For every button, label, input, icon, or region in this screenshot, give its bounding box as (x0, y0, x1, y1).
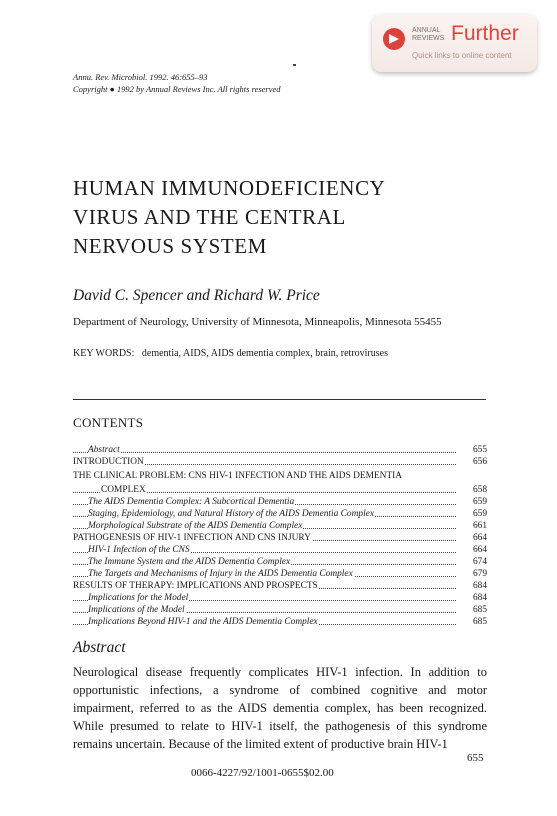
toc-leader (73, 452, 456, 453)
page-number: 655 (467, 752, 484, 764)
abstract-heading: Abstract (73, 639, 126, 656)
badge-publisher (412, 27, 444, 43)
toc-page: 659 (472, 497, 487, 507)
toc-label: The AIDS Dementia Complex: A Subcortical Dementia (88, 497, 295, 507)
toc-label: Implications Beyond HIV-1 and the AIDS Dementia Complex (88, 617, 318, 627)
toc-entry[interactable] (73, 604, 487, 616)
toc-label: Implications for the Model (88, 593, 189, 603)
citation-line: Annu. Rev. Microbiol. 1992. 46:655–93 (73, 72, 208, 82)
toc-page: 664 (472, 545, 487, 555)
toc-label: INTRODUCTION (73, 457, 144, 467)
toc-label: HIV-1 Infection of the CNS (88, 545, 190, 555)
badge-subtitle: Quick links to online content (412, 51, 512, 60)
title-line: VIRUS AND THE CENTRAL (73, 205, 346, 229)
toc-entry[interactable] (73, 484, 487, 496)
toc-page: 685 (472, 605, 487, 615)
affiliation: Department of Neurology, University of Minnesota, Minneapolis, Minnesota 55455 (73, 316, 442, 328)
contents-heading: CONTENTS (73, 415, 144, 430)
toc-entry[interactable] (73, 616, 487, 628)
further-badge[interactable] (372, 14, 537, 72)
toc-entry[interactable] (73, 592, 487, 604)
toc-page: 659 (472, 509, 487, 519)
toc-entry[interactable] (73, 470, 487, 482)
journal-citation (73, 71, 281, 95)
article-code: 0066-4227/92/1001-0655$02.00 (191, 767, 334, 779)
toc-page: 674 (472, 557, 487, 567)
toc-label: Staging, Epidemiology, and Natural History of the AIDS Dementia Complex (88, 509, 374, 519)
annual-reviews-logo-icon (383, 28, 405, 50)
toc-entry[interactable] (73, 544, 487, 556)
toc-entry[interactable] (73, 532, 487, 544)
badge-further-label: Further (451, 22, 519, 45)
toc-entry[interactable] (73, 508, 487, 520)
toc-page: 656 (472, 457, 487, 467)
toc-page: 684 (472, 581, 487, 591)
toc-entry[interactable] (73, 580, 487, 592)
keywords-terms: dementia, AIDS, AIDS dementia complex, brain, retroviruses (141, 348, 388, 359)
toc-label: Morphological Substrate of the AIDS Dementia Complex (88, 521, 303, 531)
toc-label: THE CLINICAL PROBLEM: CNS HIV-1 INFECTION AND THE AIDS DEMENTIA (73, 471, 403, 481)
toc-label: Abstract (88, 445, 120, 455)
keywords-label: KEY WORDS: (73, 348, 135, 359)
toc-label: COMPLEX (101, 485, 146, 495)
toc-label: Implications of the Model (88, 605, 185, 615)
authors: David C. Spencer and Richard W. Price (73, 287, 320, 304)
toc-page: 664 (472, 533, 487, 543)
toc-entry[interactable] (73, 444, 487, 456)
article-title (73, 174, 385, 261)
title-line: HUMAN IMMUNODEFICIENCY (73, 176, 386, 200)
badge-annual: ANNUAL (412, 27, 441, 34)
section-divider (73, 399, 486, 400)
badge-reviews: REVIEWS (412, 35, 445, 42)
toc-page: 661 (472, 521, 487, 531)
title-line: NERVOUS SYSTEM (73, 234, 267, 258)
keywords (73, 348, 388, 359)
toc-label: RESULTS OF THERAPY: IMPLICATIONS AND PROSPECTS (73, 581, 318, 591)
toc-entry[interactable] (73, 568, 487, 580)
toc-entry[interactable] (73, 520, 487, 532)
toc-label: The Targets and Mechanisms of Injury in the AIDS Dementia Complex (88, 569, 353, 579)
toc-label: The Immune System and the AIDS Dementia Complex (88, 557, 291, 567)
toc-page: 655 (472, 445, 487, 455)
toc-page: 679 (472, 569, 487, 579)
toc-entry[interactable] (73, 556, 487, 568)
toc-entry[interactable] (73, 496, 487, 508)
copyright-line: Copyright ● 1992 by Annual Reviews Inc. All rights reserved (73, 84, 281, 94)
toc-entry[interactable] (73, 456, 487, 468)
toc-label: PATHOGENESIS OF HIV-1 INFECTION AND CNS INJURY (73, 533, 311, 543)
toc-page: 685 (472, 617, 487, 627)
toc-page: 658 (472, 485, 487, 495)
abstract-body: Neurological disease frequently complicates HIV-1 infection. In addition to opportunistic infections, a syndrome of combined cognitive and motor impairment, referred to as the AIDS dementia complex, has been recognized. While presumed to relate to HIV-1 itself, the pathogenesis of this syndrome remains uncertain. Because of the limited extent of productive brain HIV-1 (73, 665, 487, 751)
toc-page: 684 (472, 593, 487, 603)
scan-mark (293, 64, 296, 66)
